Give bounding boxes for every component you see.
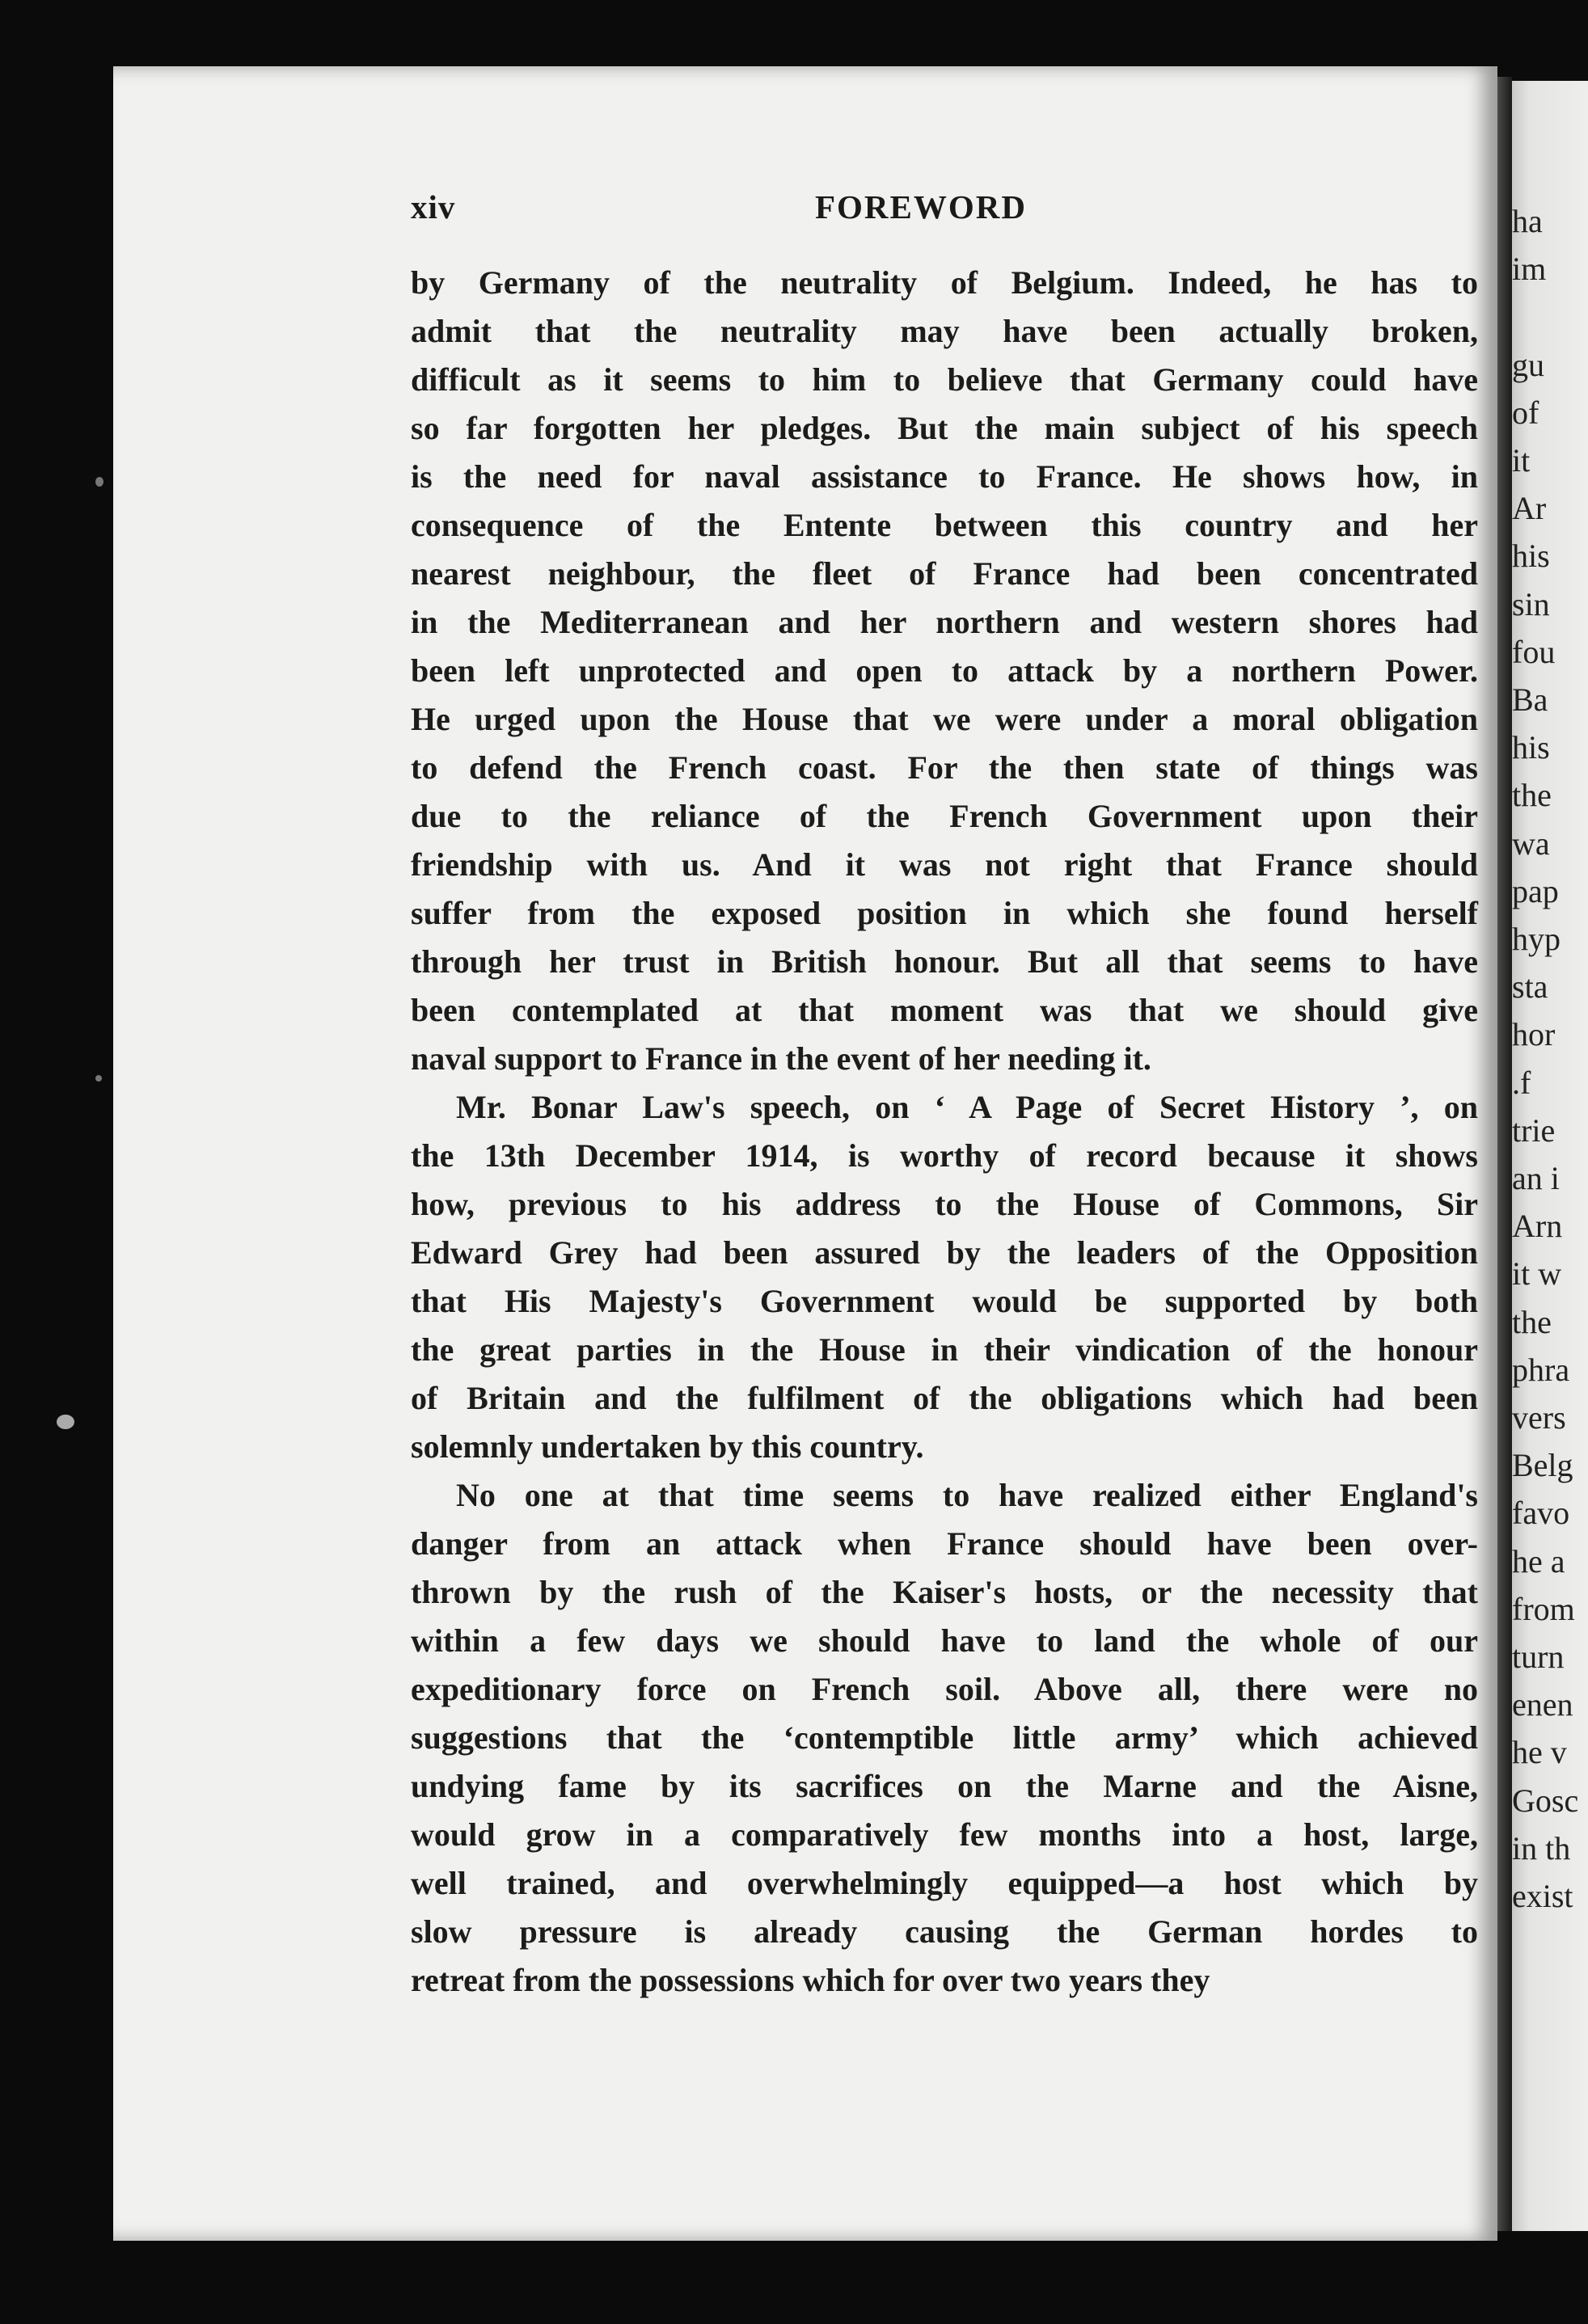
facing-page-fragment: Belg	[1512, 1447, 1573, 1484]
text-line: expeditionary force on French soil. Above all, there were no	[411, 1671, 1478, 1707]
page-number: xiv	[411, 188, 456, 226]
facing-page-fragment: it w	[1512, 1255, 1562, 1293]
facing-page-fragment: phra	[1512, 1351, 1570, 1388]
facing-page-fragment: vers	[1512, 1399, 1566, 1436]
facing-page-fragment: in th	[1512, 1829, 1571, 1866]
facing-page-fragment: his	[1512, 538, 1550, 575]
facing-page-fragment: it	[1512, 442, 1531, 479]
facing-page-fragment: sin	[1512, 585, 1550, 622]
facing-page-fragment: exist	[1512, 1878, 1573, 1914]
facing-page-fragment: wa	[1512, 825, 1550, 862]
facing-page-fragment: of	[1512, 394, 1539, 431]
facing-page-fragment: from	[1512, 1590, 1575, 1627]
text-line: admit that the neutrality may have been actually broken,	[411, 313, 1478, 349]
text-line: so far forgotten her pledges. But the main subject of his speech	[411, 410, 1478, 446]
text-line: Edward Grey had been assured by the leaders of the Opposition	[411, 1234, 1478, 1271]
text-line: the great parties in the House in their vindication of the honour	[411, 1331, 1478, 1368]
text-line: of Britain and the fulfilment of the obligations which had been	[411, 1380, 1478, 1416]
facing-page-fragment: fou	[1512, 633, 1556, 670]
text-line: through her trust in British honour. But all that seems to have	[411, 943, 1478, 980]
scan-speck	[95, 477, 103, 487]
facing-page-fragment: Gosc	[1512, 1782, 1579, 1819]
facing-page-fragment: favo	[1512, 1495, 1570, 1532]
text-line: No one at that time seems to have realized either England's	[456, 1477, 1478, 1513]
text-line: He urged upon the House that we were under a moral obligation	[411, 701, 1478, 737]
text-line: suffer from the exposed position in which she found herself	[411, 895, 1478, 931]
facing-page-fragment: Ar	[1512, 490, 1547, 527]
facing-page-fragment: im	[1512, 251, 1547, 288]
text-line: well trained, and overwhelmingly equipped—a host which by	[411, 1865, 1478, 1901]
text-line: is the need for naval assistance to France. He shows how, in	[411, 458, 1478, 495]
page-heading: FOREWORD	[815, 188, 1027, 226]
text-line: consequence of the Entente between this country and her	[411, 507, 1478, 543]
text-line: danger from an attack when France should have been over-	[411, 1525, 1478, 1562]
facing-page-fragment: an i	[1512, 1160, 1560, 1196]
scan-speck	[95, 1075, 102, 1082]
facing-page-fragment: sta	[1512, 968, 1548, 1006]
facing-page-fragment: trie	[1512, 1111, 1556, 1149]
text-line: nearest neighbour, the fleet of France had been concentrated	[411, 555, 1478, 592]
text-line: in the Mediterranean and her northern and western shores had	[411, 604, 1478, 640]
facing-page-fragment: pap	[1512, 872, 1559, 909]
text-line: solemnly undertaken by this country.	[411, 1428, 924, 1465]
facing-page-fragment: ha	[1512, 203, 1543, 239]
facing-page-fragment: hyp	[1512, 921, 1561, 957]
facing-page-fragment: Arn	[1512, 1208, 1563, 1245]
text-line: the 13th December 1914, is worthy of record because it shows	[411, 1137, 1478, 1174]
facing-page-fragment: he a	[1512, 1542, 1565, 1580]
running-head	[411, 188, 1478, 236]
text-line: retreat from the possessions which for over two years they	[411, 1962, 1210, 1998]
text-line: undying fame by its sacrifices on the Marne and the Aisne,	[411, 1768, 1478, 1804]
text-line: naval support to France in the event of her needing it.	[411, 1040, 1151, 1077]
text-line: thrown by the rush of the Kaiser's hosts, or the necessity that	[411, 1574, 1478, 1610]
facing-page-fragment: Ba	[1512, 681, 1548, 718]
facing-page-fragment: his	[1512, 729, 1550, 766]
text-line: difficult as it seems to him to believe that Germany could have	[411, 361, 1478, 398]
facing-page-fragment: turn	[1512, 1639, 1565, 1675]
text-line: Mr. Bonar Law's speech, on ‘ A Page of Secret History ’, on	[456, 1089, 1478, 1125]
text-line: that His Majesty's Government would be supported by both	[411, 1283, 1478, 1319]
scan-speck	[57, 1415, 74, 1429]
text-line: friendship with us. And it was not right that France should	[411, 846, 1478, 883]
facing-page-fragment: he v	[1512, 1734, 1567, 1771]
facing-page-fragment: the	[1512, 777, 1552, 814]
text-line: within a few days we should have to land the whole of our	[411, 1622, 1478, 1659]
text-line: to defend the French coast. For the then state of things was	[411, 749, 1478, 786]
text-line: been left unprotected and open to attack by a northern Power.	[411, 652, 1478, 689]
text-line: how, previous to his address to the House of Commons, Sir	[411, 1186, 1478, 1222]
text-line: due to the reliance of the French Government upon their	[411, 798, 1478, 834]
facing-page-fragment: enen	[1512, 1686, 1573, 1723]
body-text	[411, 259, 1478, 2005]
facing-page-fragment: the	[1512, 1303, 1552, 1340]
text-line: been contemplated at that moment was that we should give	[411, 992, 1478, 1028]
text-line: suggestions that the ‘contemptible little army’ which achieved	[411, 1719, 1478, 1756]
text-line: would grow in a comparatively few months into a host, large,	[411, 1816, 1478, 1853]
text-line: slow pressure is already causing the German hordes to	[411, 1913, 1478, 1950]
facing-page-fragment: gu	[1512, 346, 1544, 383]
text-line: by Germany of the neutrality of Belgium. Indeed, he has to	[411, 264, 1478, 301]
facing-page	[1504, 81, 1588, 2231]
facing-page-fragment: hor	[1512, 1016, 1556, 1053]
facing-page-fragment: .f	[1512, 1064, 1531, 1101]
